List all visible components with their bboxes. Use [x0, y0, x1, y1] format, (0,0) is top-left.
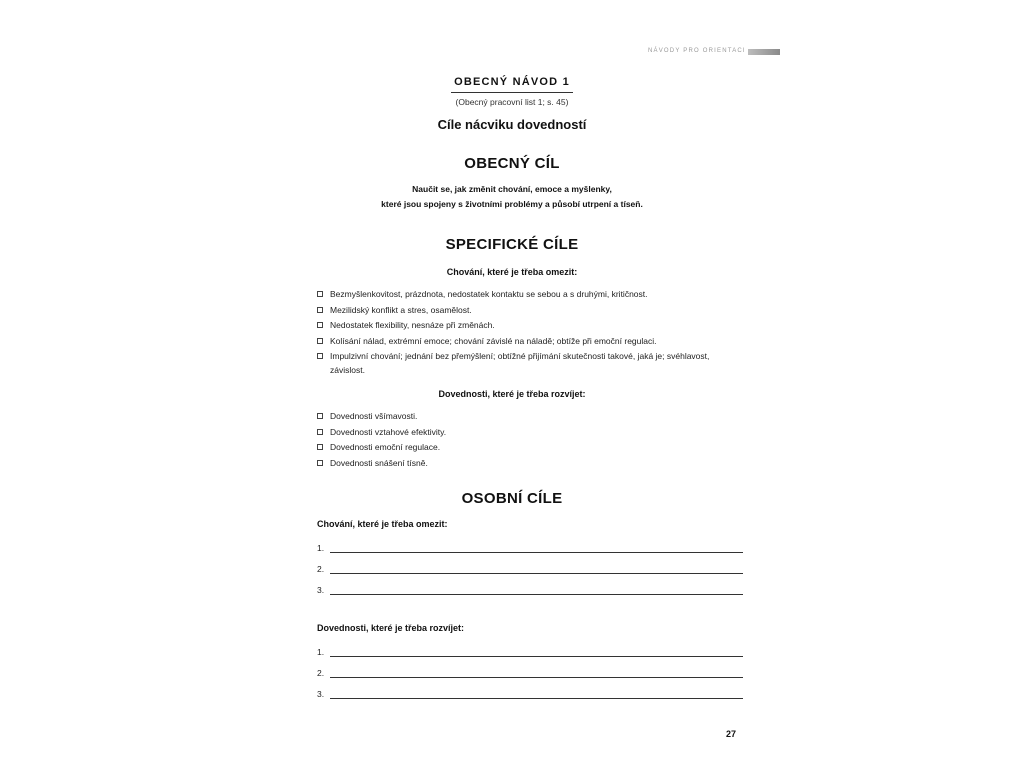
checkbox-icon	[317, 338, 323, 344]
general-goal-line: Naučit se, jak změnit chování, emoce a myšlenky,	[412, 184, 612, 194]
list-item	[317, 425, 737, 439]
list-item	[317, 318, 737, 332]
line-number: 3.	[317, 585, 325, 595]
general-goal-text	[0, 182, 1024, 211]
list-item-text: Dovednosti snášení tísně.	[330, 457, 428, 468]
skills-to-develop-list	[317, 409, 737, 471]
fill-in-line	[317, 647, 743, 659]
document-reference: (Obecný pracovní list 1; s. 45)	[455, 97, 569, 107]
blank-line	[330, 594, 743, 595]
document-label-text: OBECNÝ NÁVOD 1	[451, 76, 573, 93]
checkbox-icon	[317, 322, 323, 328]
list-item-text: Bezmyšlenkovitost, prázdnota, nedostatek kontaktu se sebou a s druhými, kritičnost.	[330, 289, 648, 299]
fill-in-line	[317, 564, 743, 576]
behaviors-to-reduce-heading: Chování, které je třeba omezit:	[446, 267, 578, 277]
running-head-bar	[748, 49, 780, 55]
blank-line	[330, 552, 743, 553]
checkbox-icon	[317, 291, 323, 297]
list-item-text: Dovednosti všímavosti.	[330, 411, 418, 421]
document-label	[0, 76, 1024, 93]
skills-to-develop-heading: Dovednosti, které je třeba rozvíjet:	[438, 389, 586, 399]
list-item	[317, 440, 737, 454]
blank-line	[330, 656, 743, 657]
list-item-text: Impulzivní chování; jednání bez přemýšlení; obtížné přijímání skutečnosti takové, jaká je; svéhlavost, závislost.	[330, 351, 710, 376]
line-number: 1.	[317, 543, 325, 553]
list-item	[317, 303, 737, 317]
fill-in-line	[317, 585, 743, 597]
list-item-text: Dovednosti emoční regulace.	[330, 442, 441, 453]
list-item-text: Nedostatek flexibility, nesnáze při změnách.	[330, 320, 495, 331]
blank-line	[330, 573, 743, 574]
blank-line	[330, 698, 743, 699]
running-head: NÁVODY PRO ORIENTACI	[648, 48, 746, 54]
list-item	[317, 334, 737, 348]
list-item-text: Mezilidský konflikt a stres, osamělost.	[330, 304, 472, 315]
list-item	[317, 287, 737, 301]
general-goal-heading: OBECNÝ CÍL	[464, 155, 560, 172]
personal-goals-heading: OSOBNÍ CÍLE	[461, 490, 563, 507]
list-item	[317, 409, 737, 423]
list-item	[317, 456, 737, 470]
blank-line	[330, 677, 743, 678]
list-item	[317, 349, 737, 377]
personal-skills-label: Dovednosti, které je třeba rozvíjet:	[317, 623, 465, 633]
checkbox-icon	[317, 413, 323, 419]
general-goal-line: které jsou spojeny s životními problémy a působí utrpení a tíseň.	[381, 198, 643, 209]
line-number: 3.	[317, 689, 325, 699]
specific-goals-heading: SPECIFICKÉ CÍLE	[445, 236, 579, 253]
line-number: 2.	[317, 564, 325, 574]
fill-in-line	[317, 668, 743, 680]
list-item-text: Dovednosti vztahové efektivity.	[330, 426, 447, 437]
checkbox-icon	[317, 353, 323, 359]
line-number: 1.	[317, 647, 325, 657]
checkbox-icon	[317, 429, 323, 435]
personal-behaviors-label: Chování, které je třeba omezit:	[317, 519, 448, 529]
fill-in-line	[317, 689, 743, 701]
list-item-text: Kolísání nálad, extrémní emoce; chování závislé na náladě; obtíže při emoční regulaci.	[330, 335, 657, 346]
page-number: 27	[726, 729, 737, 739]
fill-in-line	[317, 543, 743, 555]
checkbox-icon	[317, 460, 323, 466]
document-title: Cíle nácviku dovedností	[437, 117, 587, 132]
line-number: 2.	[317, 668, 325, 678]
behaviors-to-reduce-list	[317, 287, 737, 379]
checkbox-icon	[317, 444, 323, 450]
checkbox-icon	[317, 307, 323, 313]
